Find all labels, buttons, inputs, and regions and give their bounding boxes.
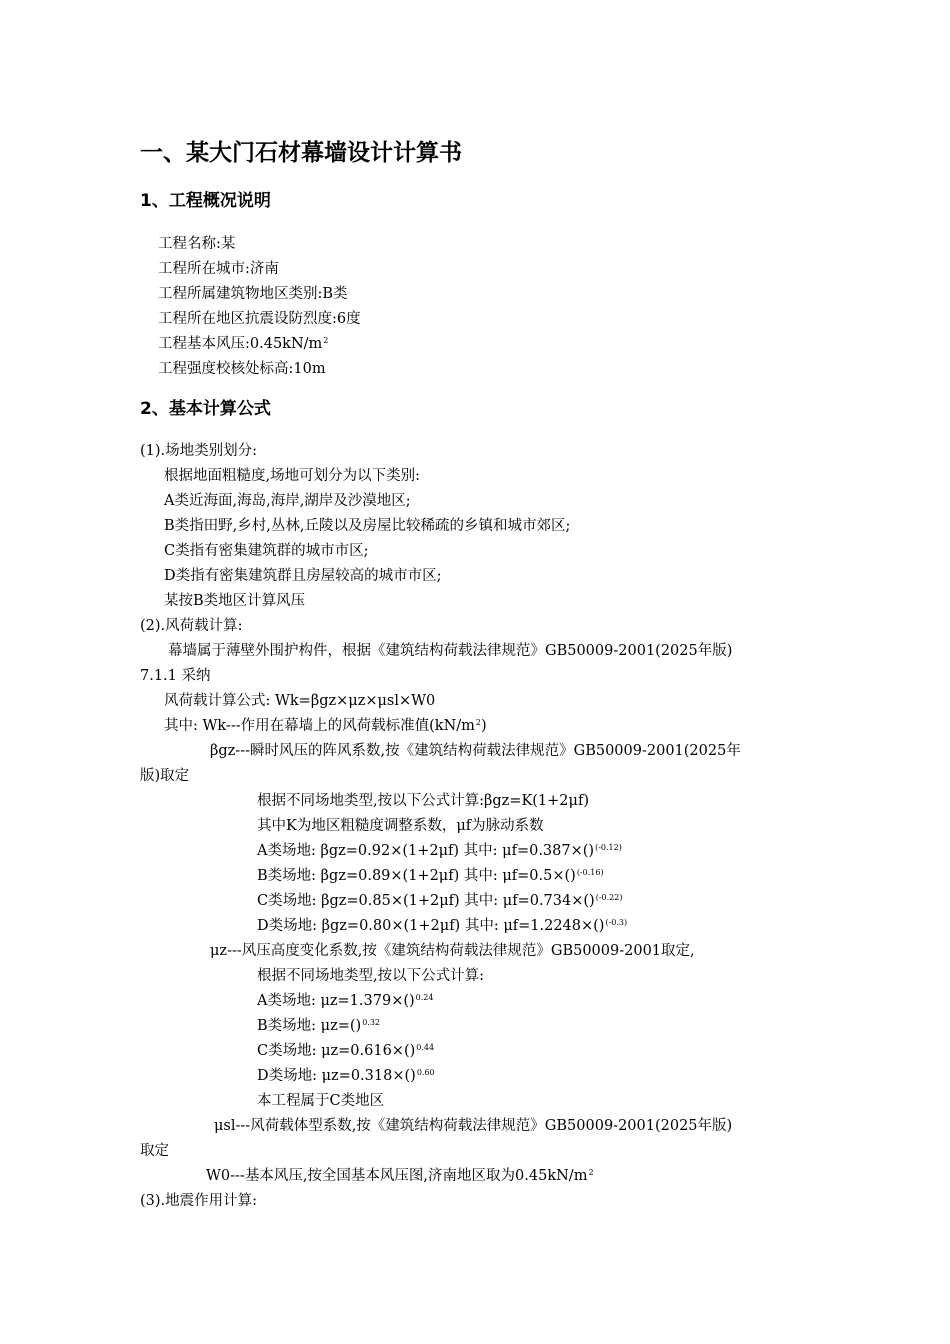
project-region-class: 工程所属建筑物地区类别:B类 xyxy=(158,286,348,302)
wind-load-intro: 幕墙属于薄壁外围护构件，根据《建筑结构荷载法律规范》GB50009-2001(2025年版) xyxy=(168,643,733,659)
section1-heading: 1、工程概况说明 xyxy=(140,191,271,211)
uz-row-d: D类场地: μz=0.318×()$^{0.60}$ xyxy=(257,1068,435,1084)
site-class-b: B类指田野,乡村,丛林,丘陵以及房屋比较稀疏的乡镇和城市郊区; xyxy=(164,518,571,534)
bgz-row-c: C类场地: βgz=0.85×(1+2μf) 其中: μf=0.734×()$^{(-0.22)}$ xyxy=(257,893,623,909)
site-class-c: C类指有密集建筑群的城市市区; xyxy=(164,543,369,559)
wind-load-intro-cont: 7.1.1 采纳 xyxy=(140,668,211,684)
bgz-row-b: B类场地: βgz=0.89×(1+2μf) 其中: μf=0.5×()$^{(-0.16)}$ xyxy=(257,868,604,884)
project-seismic-intensity: 工程所在地区抗震设防烈度:6度 xyxy=(158,311,361,327)
site-class-intro: 根据地面粗糙度,场地可划分为以下类别: xyxy=(164,468,420,484)
bgz-k-note: 其中K为地区粗糙度调整系数，μf为脉动系数 xyxy=(257,818,544,834)
uz-rule: 根据不同场地类型,按以下公式计算: xyxy=(257,968,484,984)
site-class-conclusion: 某按B类地区计算风压 xyxy=(164,593,306,609)
uz-row-a: A类场地: μz=1.379×()$^{0.24}$ xyxy=(257,993,434,1009)
uz-definition: μz---风压高度变化系数,按《建筑结构荷载法律规范》GB50009-2001取定, xyxy=(210,943,695,959)
bgz-row-a: A类场地: βgz=0.92×(1+2μf) 其中: μf=0.387×()$^{(-0.12)}$ xyxy=(257,843,622,859)
wind-load-where: 其中: Wk---作用在幕墙上的风荷载标准值$(kN/m^2)$ xyxy=(164,718,487,734)
project-check-elevation: 工程强度校核处标高:10m xyxy=(158,361,326,377)
wind-load-formula: 风荷载计算公式: Wk=βgz×μz×μsl×W0 xyxy=(164,693,436,709)
seismic-title: (3).地震作用计算: xyxy=(140,1193,258,1209)
usl-definition: μsl---风荷载体型系数,按《建筑结构荷载法律规范》GB50009-2001(2025年版) xyxy=(214,1118,733,1134)
wind-load-title: (2).风荷载计算: xyxy=(140,618,243,634)
site-class-a: A类近海面,海岛,海岸,湖岸及沙漠地区; xyxy=(164,493,411,509)
uz-row-c: C类场地: μz=0.616×()$^{0.44}$ xyxy=(257,1043,435,1059)
section2-heading: 2、基本计算公式 xyxy=(140,399,271,419)
project-name: 工程名称:某 xyxy=(158,236,236,252)
uz-row-b: B类场地: μz=()$^{0.32}$ xyxy=(257,1018,380,1034)
bgz-definition-cont: 版)取定 xyxy=(140,768,190,784)
bgz-row-d: D类场地: βgz=0.80×(1+2μf) 其中: μf=1.2248×()$^{(-0.3)}$ xyxy=(257,918,628,934)
bgz-definition: βgz---瞬时风压的阵风系数,按《建筑结构荷载法律规范》GB50009-2001(2025年 xyxy=(210,743,741,759)
bgz-rule: 根据不同场地类型,按以下公式计算:βgz=K(1+2μf) xyxy=(257,793,589,809)
site-classification-title: (1).场地类别划分: xyxy=(140,443,258,459)
usl-definition-cont: 取定 xyxy=(140,1143,169,1159)
uz-conclusion: 本工程属于C类地区 xyxy=(257,1093,385,1109)
w0-definition: W0---基本风压,按全国基本风压图,济南地区取为$0.45kN/m^2$ xyxy=(206,1168,594,1184)
project-city: 工程所在城市:济南 xyxy=(158,261,279,277)
document-title: 一、某大门石材幕墙设计计算书 xyxy=(140,140,462,166)
project-wind-pressure: 工程基本风压$:0.45kN/m^2$ xyxy=(158,336,329,352)
site-class-d: D类指有密集建筑群且房屋较高的城市市区; xyxy=(164,568,442,584)
